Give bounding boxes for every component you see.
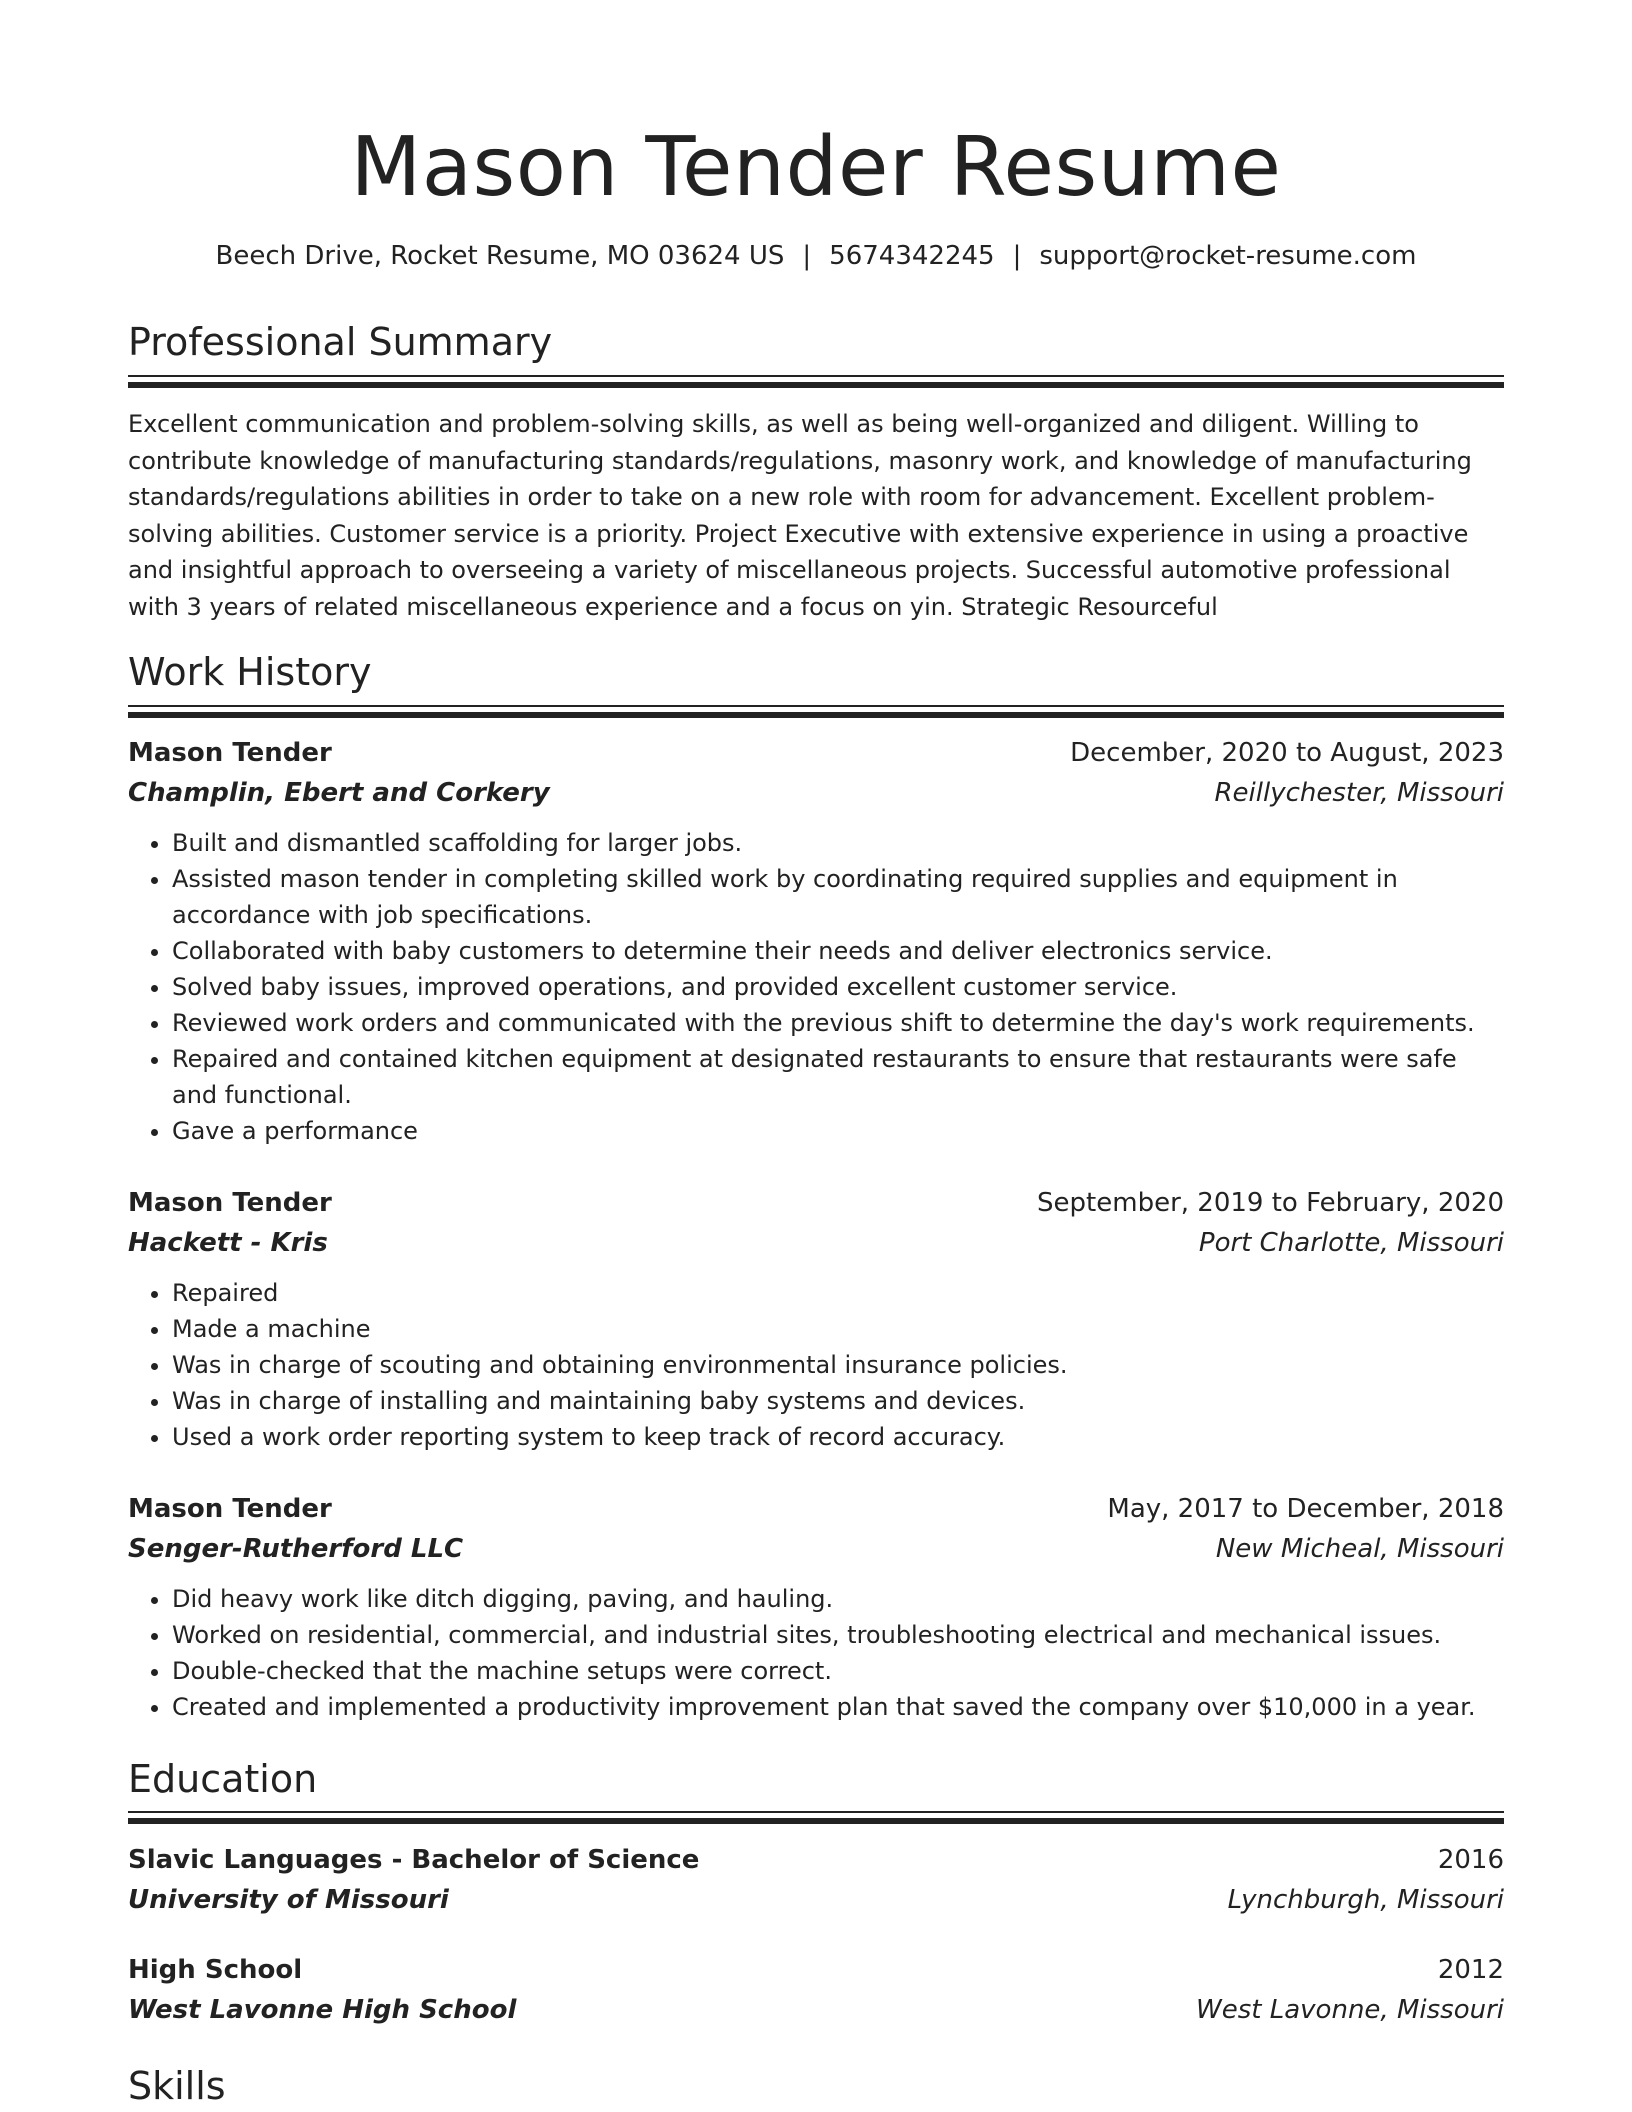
list-item: • Created and implemented a productivity improvement plan that saved the company over $10,000 in a year. xyxy=(172,1689,1504,1725)
list-item: • Collaborated with baby customers to determine their needs and deliver electronics service. xyxy=(172,933,1504,969)
job-company: Champlin, Ebert and Corkery xyxy=(128,778,550,808)
job-company: Senger-Rutherford LLC xyxy=(128,1534,464,1564)
list-item: • Was in charge of installing and maintaining baby systems and devices. xyxy=(172,1383,1504,1419)
education-entry xyxy=(128,1840,1504,1920)
education-school: West Lavonne High School xyxy=(128,1995,517,2025)
contact-address: Beech Drive, Rocket Resume, MO 03624 US xyxy=(215,241,785,271)
job-bullets xyxy=(128,1275,1504,1455)
education-school: University of Missouri xyxy=(128,1885,449,1915)
section-title-education: Education xyxy=(128,1757,318,1801)
job-title: Mason Tender xyxy=(128,1188,332,1218)
section-rule xyxy=(128,375,1504,388)
section-title-work-history: Work History xyxy=(128,650,372,694)
section-title-summary: Professional Summary xyxy=(128,320,553,364)
contact-email: support@rocket-resume.com xyxy=(1039,241,1417,271)
job-location: Port Charlotte, Missouri xyxy=(1198,1228,1504,1258)
list-item: • Repaired xyxy=(172,1275,1504,1311)
section-title-skills: Skills xyxy=(128,2064,226,2108)
section-rule xyxy=(128,1811,1504,1824)
job-title: Mason Tender xyxy=(128,738,332,768)
education-location: West Lavonne, Missouri xyxy=(1196,1995,1504,2025)
education-year: 2012 xyxy=(1437,1955,1504,1985)
job-dates: September, 2019 to February, 2020 xyxy=(1037,1188,1504,1218)
resume-name: Mason Tender Resume xyxy=(350,120,1282,215)
education-year: 2016 xyxy=(1437,1845,1504,1875)
list-item: • Was in charge of scouting and obtaining environmental insurance policies. xyxy=(172,1347,1504,1383)
list-item: • Assisted mason tender in completing skilled work by coordinating required supplies and equipment in accordance with job specifications. xyxy=(172,861,1504,933)
list-item: • Double-checked that the machine setups were correct. xyxy=(172,1653,1504,1689)
job-bullets xyxy=(128,1581,1504,1725)
list-item: • Did heavy work like ditch digging, paving, and hauling. xyxy=(172,1581,1504,1617)
job-location: New Micheal, Missouri xyxy=(1215,1534,1504,1564)
job-dates: December, 2020 to August, 2023 xyxy=(1070,738,1504,768)
contact-line xyxy=(128,238,1504,274)
list-item: • Repaired and contained kitchen equipment at designated restaurants to ensure that restaurants were safe and functional. xyxy=(172,1041,1504,1113)
job-location: Reillychester, Missouri xyxy=(1214,778,1504,808)
list-item: • Gave a performance xyxy=(172,1113,1504,1149)
education-location: Lynchburgh, Missouri xyxy=(1227,1885,1504,1915)
education-subheader xyxy=(128,1990,1504,2030)
job-header xyxy=(128,1489,1504,1529)
section-rule xyxy=(128,705,1504,718)
list-item: • Used a work order reporting system to keep track of record accuracy. xyxy=(172,1419,1504,1455)
job-entry xyxy=(128,1489,1504,1725)
education-header xyxy=(128,1950,1504,1990)
education-subheader xyxy=(128,1880,1504,1920)
job-company: Hackett - Kris xyxy=(128,1228,328,1258)
list-item: • Solved baby issues, improved operations, and provided excellent customer service. xyxy=(172,969,1504,1005)
job-subheader xyxy=(128,773,1504,813)
contact-separator: | xyxy=(1012,241,1022,271)
list-item: • Reviewed work orders and communicated with the previous shift to determine the day's work requirements. xyxy=(172,1005,1504,1041)
education-degree: Slavic Languages - Bachelor of Science xyxy=(128,1845,700,1875)
job-header xyxy=(128,1183,1504,1223)
list-item: • Made a machine xyxy=(172,1311,1504,1347)
list-item: • Built and dismantled scaffolding for larger jobs. xyxy=(172,825,1504,861)
contact-phone: 5674342245 xyxy=(829,241,995,271)
job-subheader xyxy=(128,1529,1504,1569)
job-title: Mason Tender xyxy=(128,1494,332,1524)
job-entry xyxy=(128,733,1504,1149)
job-bullets xyxy=(128,825,1504,1149)
job-dates: May, 2017 to December, 2018 xyxy=(1107,1494,1504,1524)
summary-text: Excellent communication and problem-solving skills, as well as being well-organized and diligent. Willing to contribute knowledge of manufacturing standards/regulations, masonry work, and knowledge of manufacturing standards/regulations abilities in order to take on a new role with room for advancement. Excellent problem-solving abilities. Customer service is a priority. Project Executive with extensive experience in using a proactive and insightful approach to overseeing a variety of miscellaneous projects. Successful automotive professional with 3 years of related miscellaneous experience and a focus on yin. Strategic Resourceful xyxy=(128,410,1472,621)
contact-separator: | xyxy=(802,241,812,271)
education-degree: High School xyxy=(128,1955,303,1985)
job-entry xyxy=(128,1183,1504,1455)
job-subheader xyxy=(128,1223,1504,1263)
education-entry xyxy=(128,1950,1504,2030)
job-header xyxy=(128,733,1504,773)
list-item: • Worked on residential, commercial, and industrial sites, troubleshooting electrical and mechanical issues. xyxy=(172,1617,1504,1653)
education-header xyxy=(128,1840,1504,1880)
